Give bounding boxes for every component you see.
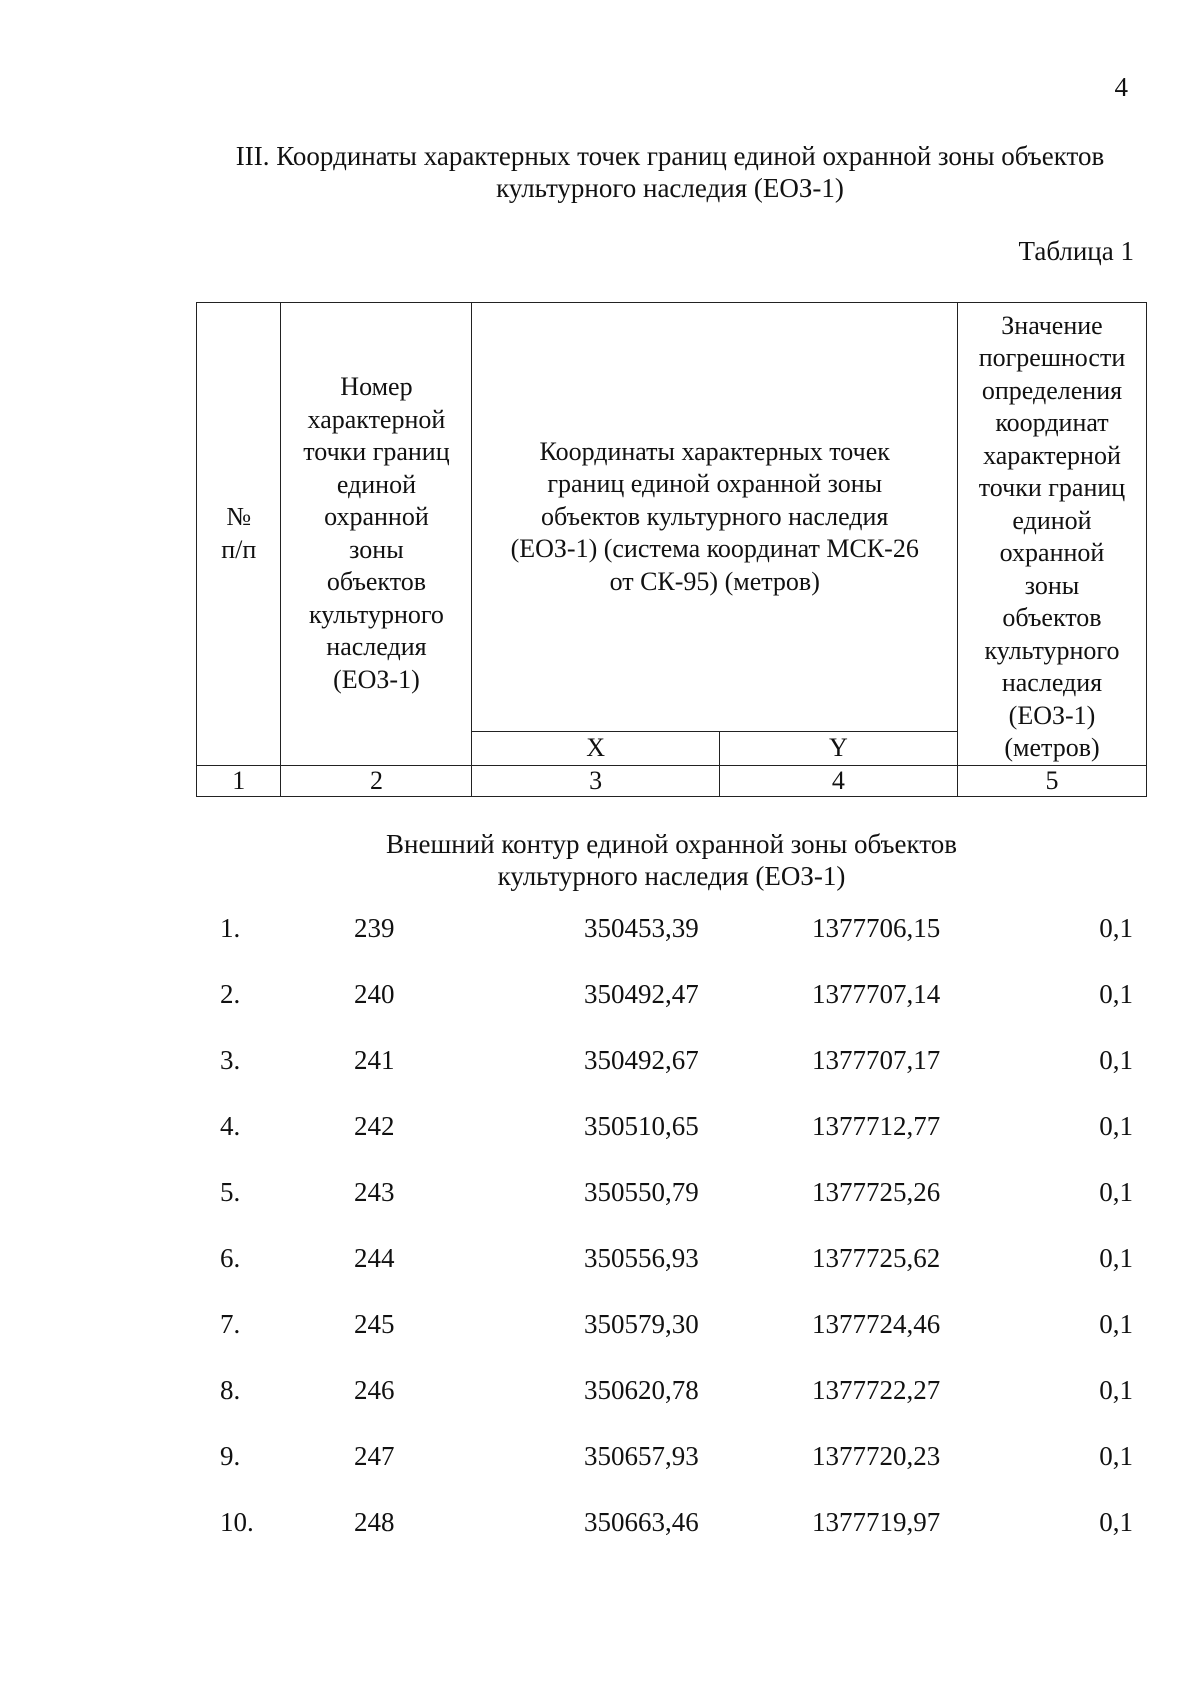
coordinate-y: 1377707,17 xyxy=(812,1045,941,1075)
contour-title-line: Внешний контур единой охранной зоны объектов xyxy=(386,829,957,859)
header-text-line: границ единой охранной зоны xyxy=(547,469,883,499)
coordinate-x: 350492,47 xyxy=(584,979,699,1009)
header-cell-x: X xyxy=(472,732,719,766)
row-number: 10. xyxy=(220,1507,254,1537)
coordinate-x: 350550,79 xyxy=(584,1177,699,1207)
point-number: 248 xyxy=(354,1507,395,1537)
coordinate-x: 350620,78 xyxy=(584,1375,699,1405)
header-text-line: наследия xyxy=(326,632,427,662)
header-text-line: от СК-95) (метров) xyxy=(609,566,820,596)
header-text-line: охранной xyxy=(999,538,1105,567)
point-number: 241 xyxy=(354,1045,395,1075)
header-text-line: определения xyxy=(981,375,1123,405)
header-text-line: (ЕОЗ-1) (система координат МСК-26 xyxy=(510,534,919,564)
table-row xyxy=(196,1110,1147,1176)
table-row xyxy=(196,1242,1147,1308)
header-text-line: Номер xyxy=(340,372,413,402)
header-text-line: (ЕОЗ-1) xyxy=(1008,700,1096,730)
header-text-line: объектов xyxy=(1002,603,1102,632)
error-value: 0,1 xyxy=(1099,1111,1133,1141)
header-text-line: наследия xyxy=(1001,668,1103,697)
coordinate-y: 1377720,23 xyxy=(812,1441,941,1471)
error-value: 0,1 xyxy=(1099,1507,1133,1537)
coordinate-y: 1377707,14 xyxy=(812,979,941,1009)
coordinate-y: 1377725,62 xyxy=(812,1243,941,1273)
column-number-cell: 1 xyxy=(197,765,281,796)
row-number: 6. xyxy=(220,1243,241,1273)
header-text-line: объектов xyxy=(326,567,427,597)
table-row xyxy=(196,1308,1147,1374)
contour-title xyxy=(196,828,1147,892)
coordinate-x: 350510,65 xyxy=(584,1111,699,1141)
coordinate-x: 350579,30 xyxy=(584,1309,699,1339)
table-row xyxy=(196,1176,1147,1242)
table-row xyxy=(196,978,1147,1044)
coordinates-table-header xyxy=(196,302,1147,797)
point-number: 240 xyxy=(354,979,395,1009)
header-text-line: характерной xyxy=(983,440,1121,470)
table-caption: Таблица 1 xyxy=(1018,236,1134,266)
header-text-line: зоны xyxy=(349,534,404,564)
header-text-line: культурного xyxy=(984,635,1120,665)
section-title-line: культурного наследия (ЕОЗ-1) xyxy=(496,173,844,203)
point-number: 242 xyxy=(354,1111,395,1141)
column-number-cell: 2 xyxy=(281,765,472,796)
error-value: 0,1 xyxy=(1099,1309,1133,1339)
header-text-line: охранной xyxy=(324,502,429,532)
coordinate-x: 350492,67 xyxy=(584,1045,699,1075)
section-title-line: III. Координаты характерных точек границ единой охранной зоны объектов xyxy=(235,141,1105,171)
coordinate-x: 350453,39 xyxy=(584,913,699,943)
header-cell-y: Y xyxy=(719,732,957,766)
column-number-cell: 4 xyxy=(719,765,957,796)
header-text-line: Значение xyxy=(1001,310,1103,340)
coordinate-x: 350663,46 xyxy=(584,1507,699,1537)
row-number: 4. xyxy=(220,1111,241,1141)
row-number: 7. xyxy=(220,1309,241,1339)
error-value: 0,1 xyxy=(1099,1177,1133,1207)
table-row xyxy=(196,912,1147,978)
table-row xyxy=(196,1044,1147,1110)
header-text-line: Координаты характерных точек xyxy=(539,436,890,466)
header-text-line: характерной xyxy=(307,404,446,434)
contour-title-line: культурного наследия (ЕОЗ-1) xyxy=(497,861,846,891)
coordinate-y: 1377706,15 xyxy=(812,913,941,943)
error-value: 0,1 xyxy=(1099,1375,1133,1405)
header-cell-coordinates xyxy=(472,303,958,732)
point-number: 245 xyxy=(354,1309,395,1339)
table-row xyxy=(196,1374,1147,1440)
header-text-line: культурного xyxy=(308,599,444,629)
header-text-line: № xyxy=(226,502,252,532)
point-number: 243 xyxy=(354,1177,395,1207)
coordinate-y: 1377712,77 xyxy=(812,1111,941,1141)
row-number: 2. xyxy=(220,979,241,1009)
table-row xyxy=(196,1440,1147,1506)
header-text-line: единой xyxy=(336,469,417,499)
point-number: 246 xyxy=(354,1375,395,1405)
point-number: 247 xyxy=(354,1441,395,1471)
header-text-line: п/п xyxy=(221,534,257,564)
header-text-line: единой xyxy=(1012,505,1092,535)
header-text-line: зоны xyxy=(1024,570,1080,600)
header-text-line: точки границ xyxy=(978,473,1126,502)
column-number-cell: 3 xyxy=(472,765,719,796)
row-number: 5. xyxy=(220,1177,241,1207)
error-value: 0,1 xyxy=(1099,979,1133,1009)
header-text-line: точки границ xyxy=(303,437,450,467)
page-number: 4 xyxy=(1114,72,1128,102)
row-number: 8. xyxy=(220,1375,241,1405)
coordinate-y: 1377725,26 xyxy=(812,1177,941,1207)
coordinate-y: 1377719,97 xyxy=(812,1507,941,1537)
error-value: 0,1 xyxy=(1099,913,1133,943)
coordinates-rows xyxy=(196,912,1147,1572)
coordinate-y: 1377722,27 xyxy=(812,1375,941,1405)
header-text-line: (метров) xyxy=(1004,733,1100,762)
coordinate-y: 1377724,46 xyxy=(812,1309,941,1339)
header-text-line: координат xyxy=(995,408,1109,437)
coordinate-x: 350556,93 xyxy=(584,1243,699,1273)
row-number: 3. xyxy=(220,1045,241,1075)
error-value: 0,1 xyxy=(1099,1045,1133,1075)
header-text-line: погрешности xyxy=(978,343,1126,372)
point-number: 244 xyxy=(354,1243,395,1273)
row-number: 9. xyxy=(220,1441,241,1471)
header-cell-point-number xyxy=(281,303,472,766)
error-value: 0,1 xyxy=(1099,1243,1133,1273)
header-cell-number xyxy=(197,303,281,766)
table-row xyxy=(196,1506,1147,1572)
error-value: 0,1 xyxy=(1099,1441,1133,1471)
row-number: 1. xyxy=(220,913,241,943)
point-number: 239 xyxy=(354,913,395,943)
column-number-cell: 5 xyxy=(957,765,1146,796)
header-cell-error xyxy=(957,303,1146,766)
coordinate-x: 350657,93 xyxy=(584,1441,699,1471)
header-text-line: (ЕОЗ-1) xyxy=(333,664,420,694)
header-text-line: объектов культурного наследия xyxy=(541,501,889,531)
section-title xyxy=(190,140,1150,204)
